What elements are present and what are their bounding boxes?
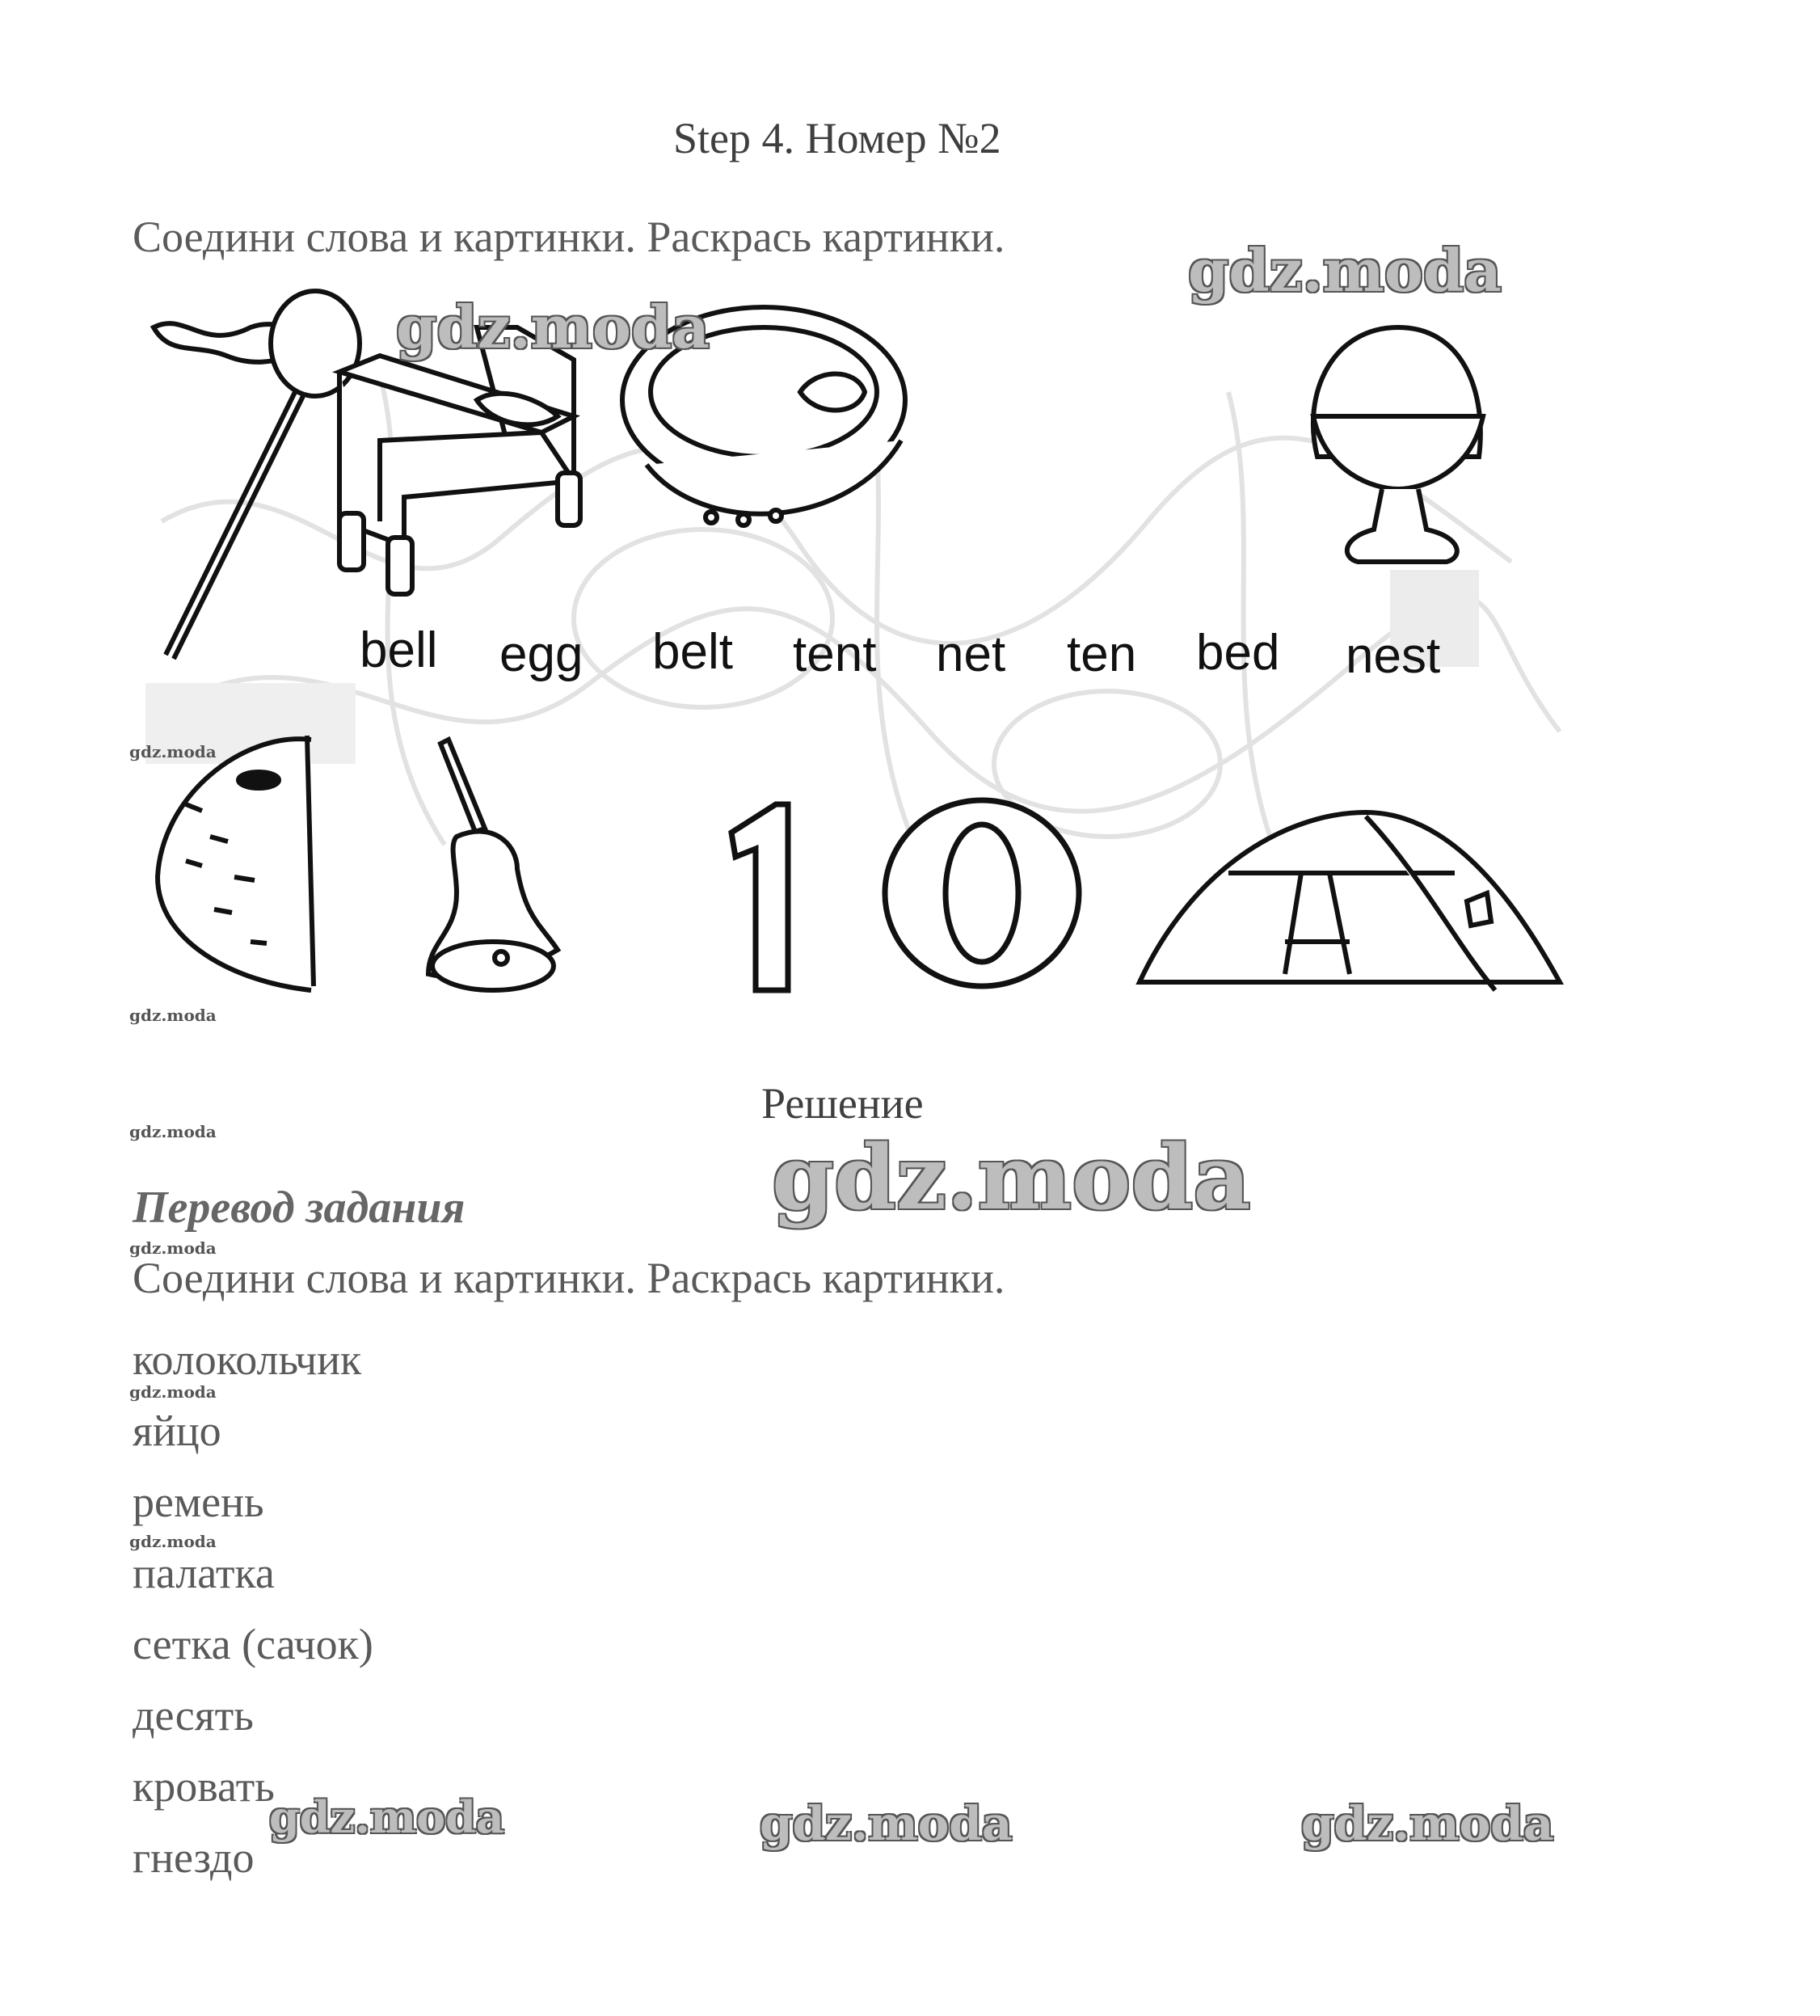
translation-task: Соедини слова и картинки. Раскрась картинки. <box>133 1254 1005 1302</box>
page-heading: Step 4. Номер №2 <box>673 114 1001 162</box>
watermark: gdz.moda <box>129 1006 217 1025</box>
translation-title: Перевод задания <box>133 1183 466 1233</box>
tent-icon <box>1140 812 1560 990</box>
word-bed: bed <box>1196 625 1280 681</box>
watermark: gdz.moda <box>760 1796 1013 1851</box>
word-belt: belt <box>652 624 733 680</box>
watermark: gdz.moda <box>396 293 710 361</box>
list-item: палатка <box>133 1549 275 1597</box>
ten-icon <box>731 800 1079 1011</box>
word-tent: tent <box>793 626 877 682</box>
word-net: net <box>936 626 1006 682</box>
list-item: кровать <box>133 1762 275 1811</box>
list-item: сетка (сачок) <box>133 1620 373 1668</box>
watermark: gdz.moda <box>129 1532 217 1551</box>
egg-icon <box>1313 327 1483 562</box>
list-item: ремень <box>133 1478 264 1526</box>
watermark: gdz.moda <box>129 1122 217 1141</box>
list-item: яйцо <box>133 1407 221 1455</box>
word-bell: bell <box>360 622 438 678</box>
watermark: gdz.moda <box>269 1791 504 1843</box>
word-egg: egg <box>499 626 583 682</box>
list-item: колокольчик <box>133 1335 362 1384</box>
word-nest: nest <box>1346 628 1441 684</box>
bell-icon <box>428 740 558 990</box>
watermark: gdz.moda <box>129 1238 217 1258</box>
worksheet-image <box>137 279 1584 1010</box>
watermark: gdz.moda <box>772 1125 1251 1229</box>
worksheet-drawing <box>137 279 1584 1010</box>
net-icon <box>154 291 360 659</box>
watermark: gdz.moda <box>1188 236 1502 305</box>
nest-icon <box>158 736 314 990</box>
task-text: Соедини слова и картинки. Раскрась картинки. <box>133 213 1005 261</box>
watermark: gdz.moda <box>1301 1796 1554 1851</box>
list-item: десять <box>133 1691 254 1740</box>
solution-label: Решение <box>761 1079 924 1128</box>
watermark: gdz.moda <box>129 1382 217 1402</box>
watermark: gdz.moda <box>129 742 217 761</box>
word-ten: ten <box>1067 626 1137 682</box>
ten-number: 10 <box>981 1010 983 1011</box>
bed-icon <box>339 327 580 594</box>
list-item: гнездо <box>133 1833 255 1882</box>
